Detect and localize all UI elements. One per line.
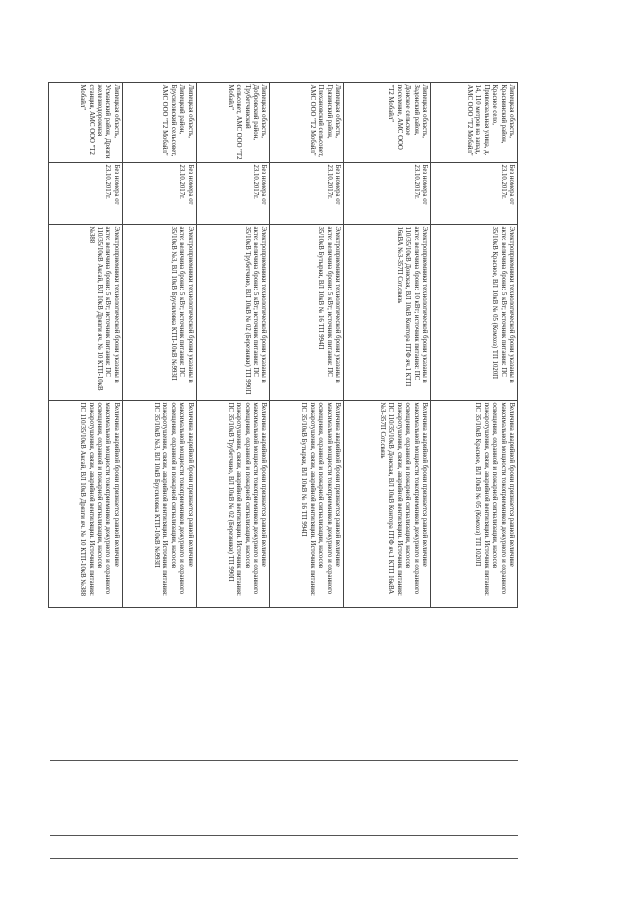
page-rule-bottom (50, 858, 518, 859)
description-cell: Электроприемники технологической брони указаны в акте: величина брони: 5 кВт; источник питания: ПС 35/10кВ №3, ВЛ 10кВ Брусиловка КТП-10кВ №993П (122, 224, 196, 400)
page-rule-middle (50, 835, 518, 836)
empty-cell (344, 52, 431, 82)
table-row (270, 52, 344, 607)
address-cell: Липецкая область, Грязинский район, Плехановский сельсовет, АМС ООО "Т2 Мобайл" (270, 82, 344, 162)
note-cell: Величина аварийной брони признается равной величине максимальной мощности токоприемников дежурного и охранного освещения, охранной и пожарной сигнализации, насосов пожаротушения, связи, аварийной вентиляции. Источник питания: ПС 35/10кВ Красное, ВЛ 10кВ № 05 (Комхоз) ТП 1020П (431, 400, 518, 607)
page-rule-top (50, 760, 518, 761)
note-cell: Величина аварийной брони признается равной величине максимальной мощности токоприемников дежурного и охранного освещения, охранной и пожарной сигнализации, насосов пожаротушения, связи, аварийной вентиляции. Источник питания: ПС 35/10кВ №3, ВЛ 10кВ Брусиловка КТП-10кВ №993П (122, 400, 196, 607)
date-cell: Без номера от 23.10.2017г. (431, 162, 518, 224)
description-cell: Электроприемники технологической брони указаны в акте: величина брони: 5 кВт; источник питания: ПС 110/35/10кВ Аксай, ВЛ 10кВ Дрязги яч. № 10 КТП-10кВ №388 (49, 224, 123, 400)
empty-cell (196, 52, 270, 82)
empty-cell (270, 52, 344, 82)
description-cell: Электроприемники технологической брони указаны в акте: величина брони: 5 кВт; источник питания: ПС 35/10кВ Красное, ВЛ 10кВ № 05 (Комхоз) ТП 1020П (431, 224, 518, 400)
empty-cell (431, 52, 518, 82)
address-cell: Липецкая область, Задонский район, Донское сельское поселение, АМС ООО "Т2 Мобайл" (344, 82, 431, 162)
address-cell: Липецкая область, Краснинский район, Красное село, Привокзальная улица, д. 14, 110 метров на запад, АМС ООО "Т2 Мобайл" (431, 82, 518, 162)
table-row (122, 52, 196, 607)
rotated-table-wrapper (48, 52, 518, 607)
empty-cell (49, 52, 123, 82)
date-cell: Без номера от 23.10.2017г. (344, 162, 431, 224)
address-cell: Липецкая область, Усманский район, Дрязги железнодорожная станция, АМС ООО "Т2 Мобайл" (49, 82, 123, 162)
note-cell: Величина аварийной брони признается равной величине максимальной мощности токоприемников дежурного и охранного освещения, охранной и пожарной сигнализации, насосов пожаротушения, связи, аварийной вентиляции. Источник питания: ПС 110/35/10кВ Аксай, ВЛ 10кВ Дрязги яч. № 10 КТП-10кВ №388 (49, 400, 123, 607)
address-cell: Липецкая область, Добровский район, Трубетчинский сельсовет, АМС ООО "Т2 Мобайл" (196, 82, 270, 162)
date-cell: Без номера от 23.10.2017г. (270, 162, 344, 224)
note-cell: Величина аварийной брони признается равной величине максимальной мощности токоприемников дежурного и охранного освещения, охранной и пожарной сигнализации, насосов пожаротушения, связи, аварийной вентиляции. Источник питания: ПС 35/10кВ Трубетчино, ВЛ 10кВ № 02 (Березняки) ТП 990П (196, 400, 270, 607)
date-cell: Без номера от 23.10.2017г. (196, 162, 270, 224)
date-cell: Без номера от 23.10.2017г. (122, 162, 196, 224)
date-cell: Без номера от 23.10.2017г. (49, 162, 123, 224)
address-cell: Липецкая область, Липецкий район, Брусиловский сельсовет, АМС ООО "Т2 Мобайл" (122, 82, 196, 162)
description-cell: Электроприемники технологической брони указаны в акте: величина брони: 10 кВт; источник питания: ПС 110/35/10кВ Донская, ВЛ 10кВ Контора ПТФ яч.1 КТП 16кВА №3-357П Сот.связь (344, 224, 431, 400)
note-cell: Величина аварийной брони признается равной величине максимальной мощности токоприемников дежурного и охранного освещения, охранной и пожарной сигнализации, насосов пожаротушения, связи, аварийной вентиляции. Источник питания: ПС 110/35/10кВ Донская, ВЛ 10кВ Контора ПТФ яч.1 КТП 16кВА №3-357П Сот.связь (344, 400, 431, 607)
note-cell: Величина аварийной брони признается равной величине максимальной мощности токоприемников дежурного и охранного освещения, охранной и пожарной сигнализации, насосов пожаротушения, связи, аварийной вентиляции. Источник питания: ПС 35/10кВ Бутырки, ВЛ 10кВ № 16 ТП 994П (270, 400, 344, 607)
reserve-table (48, 52, 518, 608)
empty-cell (122, 52, 196, 82)
table-row (431, 52, 518, 607)
table-row (49, 52, 123, 607)
description-cell: Электроприемники технологической брони указаны в акте: величина брони: 5 кВт; источник питания: ПС 35/10кВ Трубетчино, ВЛ 10кВ № 02 (Березняки) ТП 990П (196, 224, 270, 400)
table-row (344, 52, 431, 607)
table-row (196, 52, 270, 607)
description-cell: Электроприемники технологической брони указаны в акте: величина брони: 5 кВт; источник питания: ПС 35/10кВ Бутырки, ВЛ 10кВ № 16 ТП 994П (270, 224, 344, 400)
